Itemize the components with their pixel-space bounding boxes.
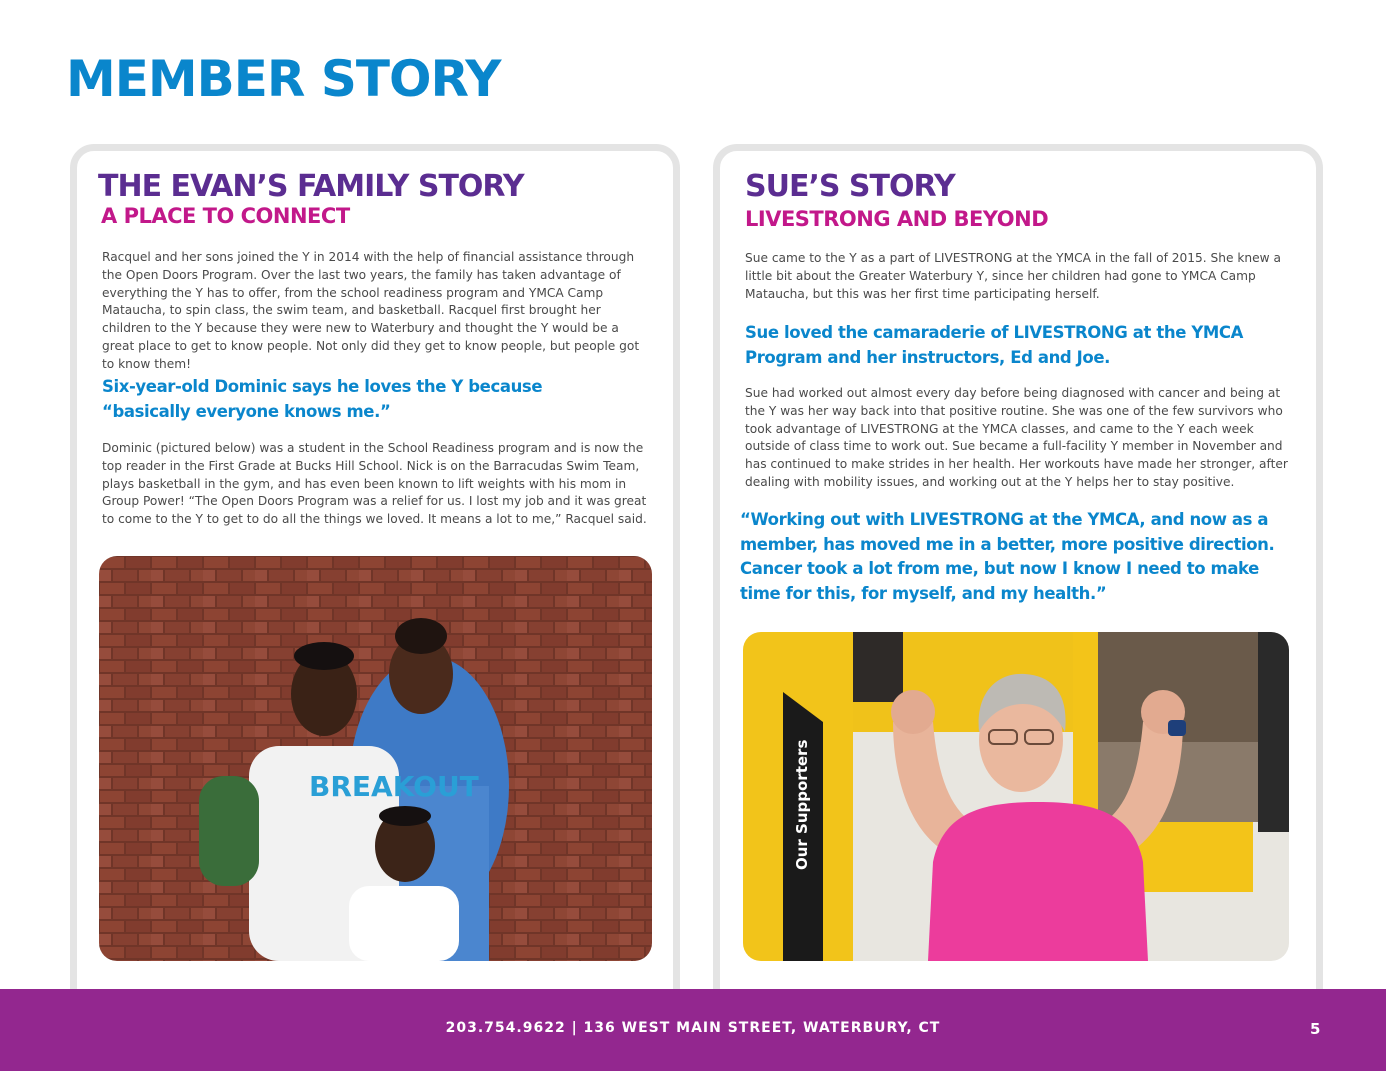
- page-number: 5: [1310, 1020, 1321, 1038]
- sues-story-title: SUE’S STORY: [745, 169, 955, 204]
- footer-bar: [0, 989, 1386, 1071]
- page-title: MEMBER STORY: [66, 50, 501, 108]
- supporters-sign-text: Our Supporters: [793, 739, 811, 870]
- sue-photo: [743, 632, 1289, 961]
- sue-photo-illustration: [743, 632, 1289, 961]
- footer-contact: 203.754.9622 | 136 WEST MAIN STREET, WATERBURY, CT: [445, 1020, 941, 1036]
- evans-family-photo: [99, 556, 652, 961]
- evans-story-subtitle: A PLACE TO CONNECT: [101, 204, 350, 228]
- evans-story-paragraph-1: Racquel and her sons joined the Y in 2014 with the help of financial assistance through the Open Doors Program. Over the last two years, the family has taken advantage of everything the Y has to offer, from the school readiness program and YMCA Camp Mataucha, to spin class, the swim team, and basketball. Racquel first brought her children to the Y because they were new to Waterbury and thought the Y would be a great place to get to know people. Not only did they get to know people, but people got to know them!: [102, 250, 640, 371]
- evans-family-photo-illustration: [99, 556, 652, 961]
- evans-story-pull-quote: Six-year-old Dominic says he loves the Y because “basically everyone knows me.”: [102, 377, 543, 421]
- evans-story-paragraph-2: Dominic (pictured below) was a student in the School Readiness program and is now the top reader in the First Grade at Bucks Hill School. Nick is on the Barracudas Swim Team, plays basketball in the gym, and has even been known to lift weights with his mom in Group Power! “The Open Doors Program was a relief for us. I lost my job and it was great to come to the Y to get to do all the things we loved. It means a lot to me,” Racquel said.: [102, 441, 647, 527]
- evans-story-title: THE EVAN’S FAMILY STORY: [98, 169, 524, 204]
- sues-story-paragraph-2: Sue had worked out almost every day before being diagnosed with cancer and being at the Y was her way back into that positive routine. She was one of the few survivors who took advantage of LIVESTRONG at the YMCA classes, and came to the Y each week outside of class time to work out. Sue became a full-facility Y member in November and has continued to make strides in her health. Her workouts have made her stronger, after dealing with mobility issues, and working out at the Y helps her to stay positive.: [745, 386, 1288, 489]
- sues-story-pull-quote-1: Sue loved the camaraderie of LIVESTRONG at the YMCA Program and her instructors, Ed and Joe.: [745, 323, 1243, 367]
- sues-story-paragraph-1: Sue came to the Y as a part of LIVESTRONG at the YMCA in the fall of 2015. She knew a little bit about the Greater Waterbury Y, since her children had gone to YMCA Camp Mataucha, but this was her first time participating herself.: [745, 251, 1281, 301]
- shirt-text: BREAKOUT: [309, 770, 479, 803]
- sues-story-pull-quote-2: “Working out with LIVESTRONG at the YMCA, and now as a member, has moved me in a better, more positive direction. Cancer took a lot from me, but now I know I need to make time for this, for myself, and my health.”: [740, 510, 1275, 603]
- sues-story-subtitle: LIVESTRONG AND BEYOND: [745, 207, 1049, 231]
